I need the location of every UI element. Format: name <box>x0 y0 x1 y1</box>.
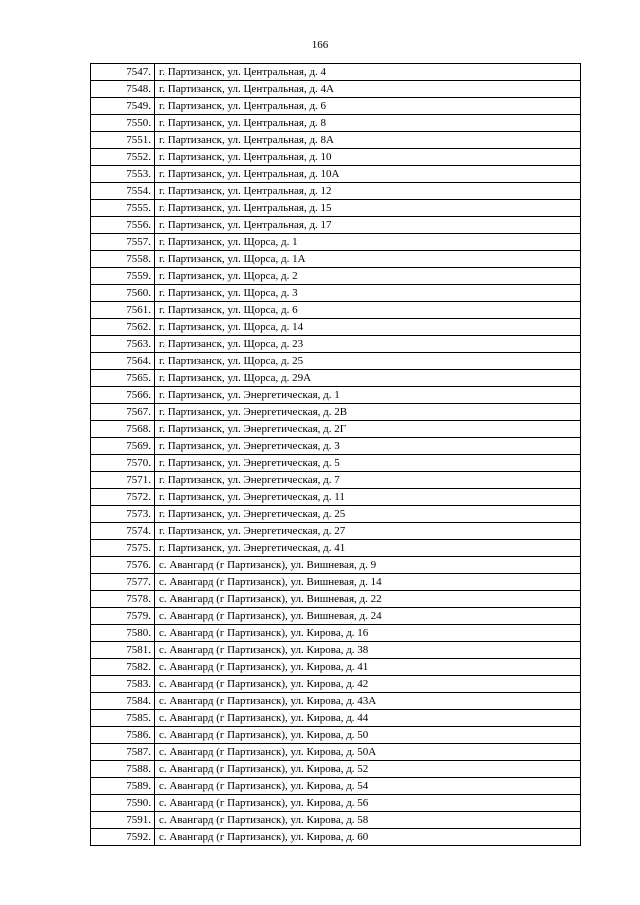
address-cell: г. Партизанск, ул. Центральная, д. 4А <box>155 81 581 98</box>
row-number-cell: 7556. <box>91 217 155 234</box>
address-cell: г. Партизанск, ул. Центральная, д. 15 <box>155 200 581 217</box>
table-row <box>91 523 581 540</box>
table-row <box>91 727 581 744</box>
table-row <box>91 642 581 659</box>
row-number-cell: 7583. <box>91 676 155 693</box>
row-number-cell: 7574. <box>91 523 155 540</box>
address-cell: г. Партизанск, ул. Щорса, д. 29А <box>155 370 581 387</box>
row-number-cell: 7576. <box>91 557 155 574</box>
row-number-cell: 7584. <box>91 693 155 710</box>
address-cell: с. Авангард (г Партизанск), ул. Кирова, д. 60 <box>155 829 581 846</box>
row-number-cell: 7547. <box>91 64 155 81</box>
address-cell: с. Авангард (г Партизанск), ул. Кирова, д. 38 <box>155 642 581 659</box>
row-number-cell: 7592. <box>91 829 155 846</box>
row-number-cell: 7588. <box>91 761 155 778</box>
table-row <box>91 659 581 676</box>
row-number-cell: 7560. <box>91 285 155 302</box>
address-cell: г. Партизанск, ул. Щорса, д. 23 <box>155 336 581 353</box>
address-table <box>90 63 581 846</box>
address-cell: г. Партизанск, ул. Щорса, д. 3 <box>155 285 581 302</box>
table-row <box>91 98 581 115</box>
address-cell: г. Партизанск, ул. Щорса, д. 2 <box>155 268 581 285</box>
address-cell: г. Партизанск, ул. Энергетическая, д. 5 <box>155 455 581 472</box>
table-row <box>91 438 581 455</box>
address-cell: г. Партизанск, ул. Центральная, д. 8 <box>155 115 581 132</box>
table-row <box>91 149 581 166</box>
address-cell: г. Партизанск, ул. Энергетическая, д. 2Г <box>155 421 581 438</box>
table-row <box>91 234 581 251</box>
address-cell: г. Партизанск, ул. Энергетическая, д. 1 <box>155 387 581 404</box>
row-number-cell: 7558. <box>91 251 155 268</box>
row-number-cell: 7573. <box>91 506 155 523</box>
address-cell: с. Авангард (г Партизанск), ул. Кирова, д. 54 <box>155 778 581 795</box>
address-cell: с. Авангард (г Партизанск), ул. Кирова, д. 42 <box>155 676 581 693</box>
row-number-cell: 7582. <box>91 659 155 676</box>
table-row <box>91 302 581 319</box>
row-number-cell: 7578. <box>91 591 155 608</box>
table-row <box>91 608 581 625</box>
row-number-cell: 7553. <box>91 166 155 183</box>
row-number-cell: 7580. <box>91 625 155 642</box>
row-number-cell: 7579. <box>91 608 155 625</box>
address-cell: с. Авангард (г Партизанск), ул. Кирова, д. 16 <box>155 625 581 642</box>
row-number-cell: 7577. <box>91 574 155 591</box>
row-number-cell: 7565. <box>91 370 155 387</box>
row-number-cell: 7552. <box>91 149 155 166</box>
address-cell: с. Авангард (г Партизанск), ул. Вишневая, д. 14 <box>155 574 581 591</box>
table-row <box>91 319 581 336</box>
address-cell: с. Авангард (г Партизанск), ул. Вишневая, д. 9 <box>155 557 581 574</box>
table-row <box>91 625 581 642</box>
table-row <box>91 795 581 812</box>
table-row <box>91 81 581 98</box>
table-row <box>91 812 581 829</box>
table-row <box>91 540 581 557</box>
table-row <box>91 336 581 353</box>
table-row <box>91 183 581 200</box>
address-cell: г. Партизанск, ул. Центральная, д. 17 <box>155 217 581 234</box>
address-cell: с. Авангард (г Партизанск), ул. Кирова, д. 43А <box>155 693 581 710</box>
table-row <box>91 115 581 132</box>
row-number-cell: 7554. <box>91 183 155 200</box>
address-cell: г. Партизанск, ул. Центральная, д. 10А <box>155 166 581 183</box>
row-number-cell: 7549. <box>91 98 155 115</box>
row-number-cell: 7568. <box>91 421 155 438</box>
row-number-cell: 7591. <box>91 812 155 829</box>
table-row <box>91 353 581 370</box>
row-number-cell: 7564. <box>91 353 155 370</box>
table-row <box>91 761 581 778</box>
table-row <box>91 421 581 438</box>
table-row <box>91 693 581 710</box>
address-cell: г. Партизанск, ул. Энергетическая, д. 25 <box>155 506 581 523</box>
row-number-cell: 7587. <box>91 744 155 761</box>
address-cell: г. Партизанск, ул. Энергетическая, д. 3 <box>155 438 581 455</box>
row-number-cell: 7555. <box>91 200 155 217</box>
address-cell: г. Партизанск, ул. Щорса, д. 1 <box>155 234 581 251</box>
row-number-cell: 7575. <box>91 540 155 557</box>
row-number-cell: 7567. <box>91 404 155 421</box>
address-cell: с. Авангард (г Партизанск), ул. Кирова, д. 50 <box>155 727 581 744</box>
address-cell: г. Партизанск, ул. Центральная, д. 8А <box>155 132 581 149</box>
row-number-cell: 7562. <box>91 319 155 336</box>
address-cell: с. Авангард (г Партизанск), ул. Вишневая, д. 24 <box>155 608 581 625</box>
address-cell: г. Партизанск, ул. Энергетическая, д. 41 <box>155 540 581 557</box>
table-row <box>91 387 581 404</box>
table-row <box>91 506 581 523</box>
row-number-cell: 7561. <box>91 302 155 319</box>
address-cell: г. Партизанск, ул. Центральная, д. 10 <box>155 149 581 166</box>
row-number-cell: 7550. <box>91 115 155 132</box>
row-number-cell: 7590. <box>91 795 155 812</box>
table-row <box>91 285 581 302</box>
table-row <box>91 472 581 489</box>
row-number-cell: 7551. <box>91 132 155 149</box>
page-number: 166 <box>311 39 329 51</box>
table-row <box>91 557 581 574</box>
row-number-cell: 7548. <box>91 81 155 98</box>
table-row <box>91 744 581 761</box>
address-cell: с. Авангард (г Партизанск), ул. Кирова, д. 44 <box>155 710 581 727</box>
address-cell: г. Партизанск, ул. Щорса, д. 1А <box>155 251 581 268</box>
table-row <box>91 676 581 693</box>
row-number-cell: 7563. <box>91 336 155 353</box>
address-cell: с. Авангард (г Партизанск), ул. Кирова, д. 41 <box>155 659 581 676</box>
address-cell: г. Партизанск, ул. Щорса, д. 6 <box>155 302 581 319</box>
table-row <box>91 370 581 387</box>
address-cell: г. Партизанск, ул. Щорса, д. 14 <box>155 319 581 336</box>
row-number-cell: 7585. <box>91 710 155 727</box>
row-number-cell: 7589. <box>91 778 155 795</box>
address-cell: г. Партизанск, ул. Энергетическая, д. 27 <box>155 523 581 540</box>
row-number-cell: 7559. <box>91 268 155 285</box>
address-cell: с. Авангард (г Партизанск), ул. Кирова, д. 58 <box>155 812 581 829</box>
address-cell: с. Авангард (г Партизанск), ул. Кирова, д. 52 <box>155 761 581 778</box>
address-cell: г. Партизанск, ул. Центральная, д. 12 <box>155 183 581 200</box>
row-number-cell: 7566. <box>91 387 155 404</box>
table-row <box>91 455 581 472</box>
table-row <box>91 591 581 608</box>
address-cell: г. Партизанск, ул. Энергетическая, д. 11 <box>155 489 581 506</box>
address-cell: г. Партизанск, ул. Щорса, д. 25 <box>155 353 581 370</box>
address-cell: с. Авангард (г Партизанск), ул. Вишневая, д. 22 <box>155 591 581 608</box>
table-row <box>91 132 581 149</box>
address-cell: г. Партизанск, ул. Центральная, д. 6 <box>155 98 581 115</box>
address-cell: с. Авангард (г Партизанск), ул. Кирова, д. 56 <box>155 795 581 812</box>
table-row <box>91 200 581 217</box>
row-number-cell: 7569. <box>91 438 155 455</box>
table-row <box>91 268 581 285</box>
row-number-cell: 7557. <box>91 234 155 251</box>
table-row <box>91 404 581 421</box>
table-row <box>91 166 581 183</box>
table-row <box>91 251 581 268</box>
row-number-cell: 7586. <box>91 727 155 744</box>
address-cell: г. Партизанск, ул. Энергетическая, д. 7 <box>155 472 581 489</box>
table-row <box>91 64 581 81</box>
address-cell: с. Авангард (г Партизанск), ул. Кирова, д. 50А <box>155 744 581 761</box>
table-row <box>91 710 581 727</box>
row-number-cell: 7572. <box>91 489 155 506</box>
table-row <box>91 778 581 795</box>
row-number-cell: 7581. <box>91 642 155 659</box>
table-row <box>91 574 581 591</box>
table-row <box>91 489 581 506</box>
address-table-body <box>91 64 581 846</box>
row-number-cell: 7571. <box>91 472 155 489</box>
table-row <box>91 829 581 846</box>
address-cell: г. Партизанск, ул. Энергетическая, д. 2В <box>155 404 581 421</box>
address-cell: г. Партизанск, ул. Центральная, д. 4 <box>155 64 581 81</box>
row-number-cell: 7570. <box>91 455 155 472</box>
table-row <box>91 217 581 234</box>
